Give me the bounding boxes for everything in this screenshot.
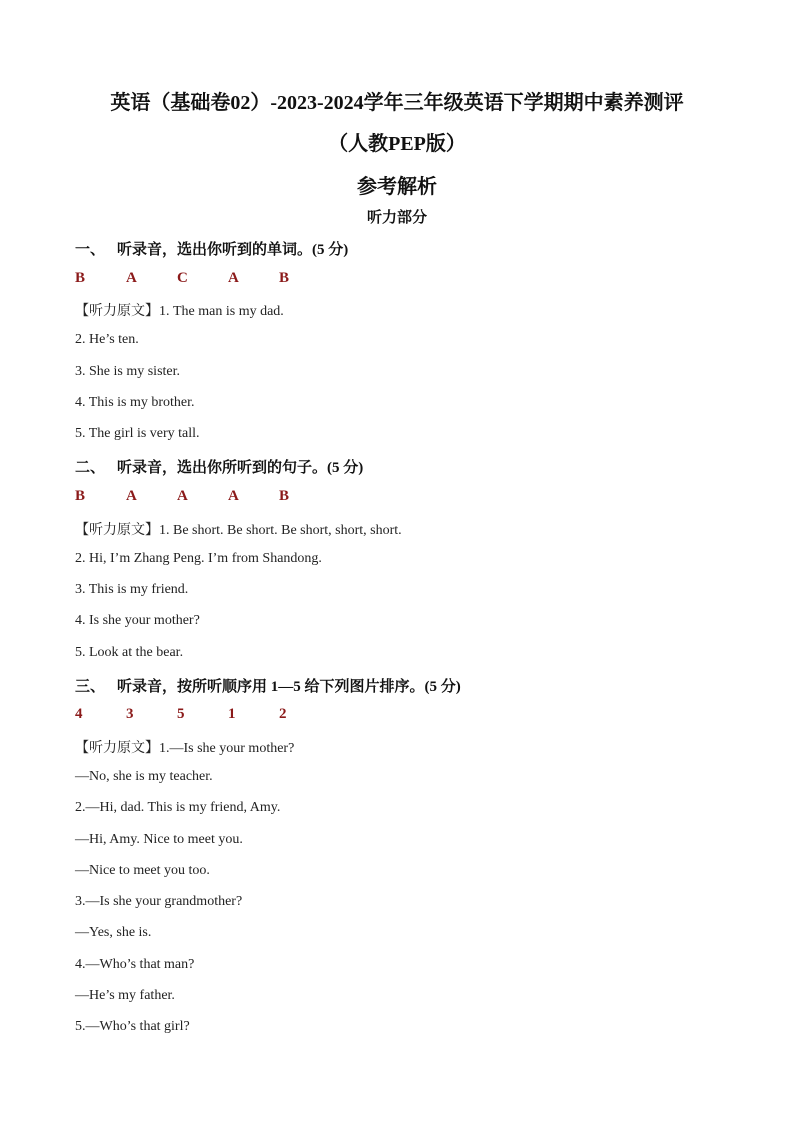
transcript-line: —No, she is my teacher. <box>75 769 213 784</box>
answer-key: B <box>279 488 290 504</box>
transcript-line: —He’s my father. <box>75 988 175 1003</box>
answer-key: B <box>279 270 290 286</box>
section-number: 三、 <box>75 679 106 695</box>
answer-key: B <box>75 488 86 504</box>
answer-row <box>75 488 330 505</box>
transcript-line: —Hi, Amy. Nice to meet you. <box>75 832 243 847</box>
transcript-line <box>75 737 294 757</box>
transcript-tag: 【听力原文】 <box>75 522 159 538</box>
part-name: 听力部分 <box>366 210 427 226</box>
transcript-line: 3. This is my friend. <box>75 582 189 597</box>
transcript-line: —Yes, she is. <box>75 925 152 940</box>
transcript-line: 5.—Who’s that girl? <box>75 1019 190 1034</box>
answer-key: 5 <box>177 706 185 722</box>
transcript-line: 2. Hi, I’m Zhang Peng. I’m from Shandong. <box>75 551 322 566</box>
answer-key: 4 <box>75 706 83 722</box>
answer-key: 2 <box>279 706 287 722</box>
transcript-text: 1. The man is my dad. <box>159 304 284 319</box>
transcript-line: 3.—Is she your grandmother? <box>75 894 243 909</box>
answer-key: B <box>75 270 86 286</box>
document-title: 英语（基础卷02）-2023-2024学年三年级英语下学期期中素养测评 <box>110 92 684 114</box>
transcript-line: 4.—Who’s that man? <box>75 957 195 972</box>
section-number: 一、 <box>75 242 106 258</box>
transcript-line <box>75 300 284 320</box>
section-instruction: 听录音，选出你听到的单词。(5 分) <box>117 242 349 258</box>
answer-key: A <box>228 488 239 504</box>
transcript-line <box>75 519 402 539</box>
answer-key: 1 <box>228 706 236 722</box>
answer-key: A <box>126 270 137 286</box>
transcript-line: 3. She is my sister. <box>75 364 181 379</box>
transcript-tag: 【听力原文】 <box>75 740 159 756</box>
transcript-line: —Nice to meet you too. <box>75 863 210 878</box>
answer-key: A <box>177 488 188 504</box>
document-subtitle: 参考解析 <box>357 176 437 198</box>
transcript-text: 1.—Is she your mother? <box>159 741 295 756</box>
section-heading <box>75 456 363 477</box>
transcript-line: 5. Look at the bear. <box>75 645 184 660</box>
section-number: 二、 <box>75 460 106 476</box>
answer-row <box>75 706 330 723</box>
answer-key: 3 <box>126 706 134 722</box>
section-instruction: 听录音，按所听顺序用 1—5 给下列图片排序。(5 分) <box>117 679 461 695</box>
section-heading <box>75 675 461 696</box>
transcript-line: 2. He’s ten. <box>75 332 139 347</box>
answer-row <box>75 270 330 287</box>
transcript-tag: 【听力原文】 <box>75 303 159 319</box>
transcript-text: 1. Be short. Be short. Be short, short, short. <box>159 523 402 538</box>
document-edition: （人教PEP版） <box>328 133 466 155</box>
answer-key: C <box>177 270 188 286</box>
answer-key: A <box>126 488 137 504</box>
transcript-line: 4. Is she your mother? <box>75 613 200 628</box>
transcript-line: 5. The girl is very tall. <box>75 426 200 441</box>
answer-key: A <box>228 270 239 286</box>
section-instruction: 听录音，选出你所听到的句子。(5 分) <box>117 460 364 476</box>
section-heading <box>75 238 348 259</box>
transcript-line: 2.—Hi, dad. This is my friend, Amy. <box>75 800 281 815</box>
transcript-line: 4. This is my brother. <box>75 395 195 410</box>
